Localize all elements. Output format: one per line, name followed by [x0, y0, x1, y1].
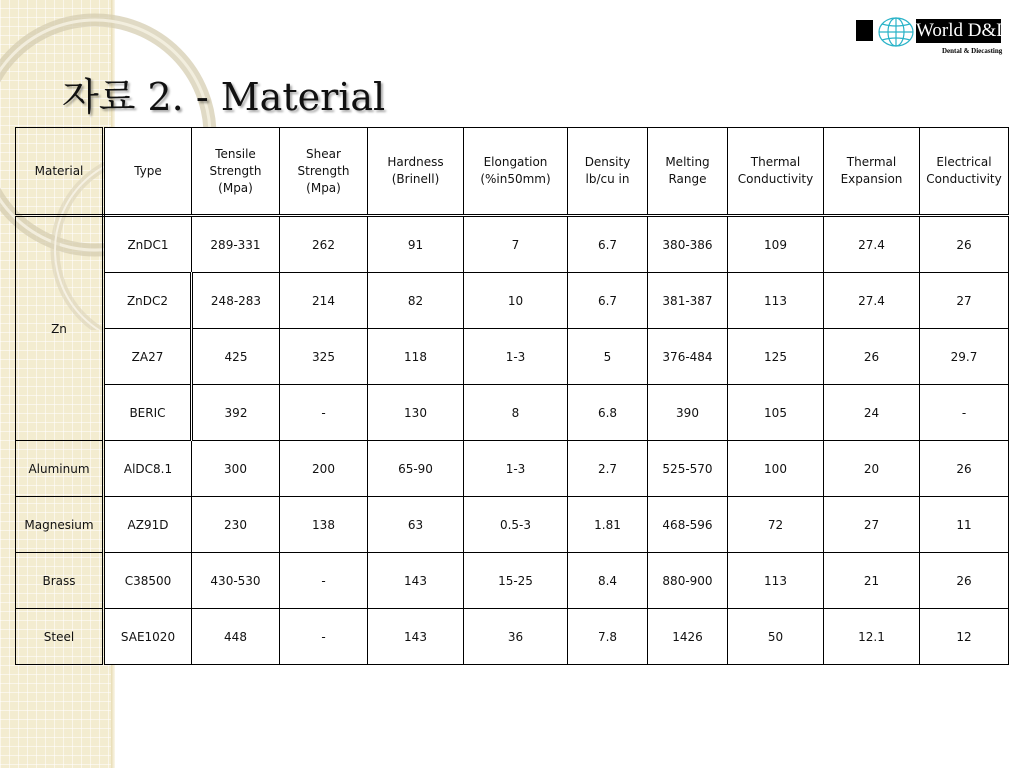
table-cell: 7.8	[568, 609, 648, 665]
header-thermal-conductivity: Thermal Conductivity	[728, 128, 824, 216]
table-cell: 230	[192, 497, 280, 553]
header-thermal-expansion: Thermal Expansion	[824, 128, 920, 216]
table-cell: 390	[648, 385, 728, 441]
header-electrical-conductivity: Electrical Conductivity	[920, 128, 1009, 216]
table-cell: 5	[568, 329, 648, 385]
header-density: Density lb/cu in	[568, 128, 648, 216]
page-title: 자료 2. - Material	[62, 75, 386, 119]
table-cell: 125	[728, 329, 824, 385]
table-cell: 262	[280, 216, 368, 273]
table-cell: -	[920, 385, 1009, 441]
table-cell: ZnDC1	[104, 216, 192, 273]
table-cell: C38500	[104, 553, 192, 609]
table-cell: 380-386	[648, 216, 728, 273]
table-cell: 26	[920, 216, 1009, 273]
table-cell: 26	[824, 329, 920, 385]
table-cell: 425	[192, 329, 280, 385]
table-cell: SAE1020	[104, 609, 192, 665]
table-cell: 2.7	[568, 441, 648, 497]
table-cell: 325	[280, 329, 368, 385]
table-cell: -	[280, 609, 368, 665]
material-cell: Steel	[16, 609, 104, 665]
table-cell: 21	[824, 553, 920, 609]
table-row	[16, 497, 1009, 553]
table-cell: 376-484	[648, 329, 728, 385]
table-cell: 113	[728, 273, 824, 329]
table-row	[16, 329, 1009, 385]
table-cell: 1-3	[464, 329, 568, 385]
header-elongation: Elongation (%in50mm)	[464, 128, 568, 216]
table-cell: 15-25	[464, 553, 568, 609]
table-cell: 143	[368, 553, 464, 609]
table-cell: 1426	[648, 609, 728, 665]
table-cell: 130	[368, 385, 464, 441]
table-cell: 392	[192, 385, 280, 441]
material-cell: Zn	[16, 216, 104, 441]
table-cell: 26	[920, 553, 1009, 609]
table-cell: 7	[464, 216, 568, 273]
material-table	[15, 127, 1009, 665]
header-melting-range: Melting Range	[648, 128, 728, 216]
table-cell: 11	[920, 497, 1009, 553]
table-cell: -	[280, 385, 368, 441]
table-cell: 29.7	[920, 329, 1009, 385]
table-cell: -	[280, 553, 368, 609]
table-row	[16, 609, 1009, 665]
table-cell: 1-3	[464, 441, 568, 497]
logo-square	[856, 20, 873, 41]
table-row	[16, 385, 1009, 441]
table-cell: 27.4	[824, 273, 920, 329]
table-row	[16, 441, 1009, 497]
table-cell: 20	[824, 441, 920, 497]
table-cell: 289-331	[192, 216, 280, 273]
table-body	[16, 216, 1009, 665]
table-cell: 27	[920, 273, 1009, 329]
table-cell: 27	[824, 497, 920, 553]
table-cell: 12	[920, 609, 1009, 665]
company-logo	[856, 16, 1010, 62]
table-cell: 6.7	[568, 216, 648, 273]
material-cell: Brass	[16, 553, 104, 609]
header-tensile-strength: Tensile Strength (Mpa)	[192, 128, 280, 216]
table-cell: 468-596	[648, 497, 728, 553]
table-cell: 0.5-3	[464, 497, 568, 553]
table-cell: 50	[728, 609, 824, 665]
table-cell: 109	[728, 216, 824, 273]
table-cell: 105	[728, 385, 824, 441]
table-cell: 82	[368, 273, 464, 329]
table-row	[16, 553, 1009, 609]
table-row	[16, 273, 1009, 329]
table-cell: 100	[728, 441, 824, 497]
table-cell: 6.8	[568, 385, 648, 441]
table-cell: 24	[824, 385, 920, 441]
table-cell: 8	[464, 385, 568, 441]
table-cell: 65-90	[368, 441, 464, 497]
table-cell: 12.1	[824, 609, 920, 665]
table-row	[16, 216, 1009, 273]
table-cell: 214	[280, 273, 368, 329]
table-cell: 91	[368, 216, 464, 273]
table-cell: 880-900	[648, 553, 728, 609]
table-cell: 8.4	[568, 553, 648, 609]
table-cell: 26	[920, 441, 1009, 497]
table-cell: BERIC	[104, 385, 192, 441]
table-cell: 200	[280, 441, 368, 497]
table-cell: 300	[192, 441, 280, 497]
table-cell: 381-387	[648, 273, 728, 329]
table-cell: ZnDC2	[104, 273, 192, 329]
table-cell: 138	[280, 497, 368, 553]
table-cell: 113	[728, 553, 824, 609]
table-cell: 63	[368, 497, 464, 553]
table-cell: 248-283	[192, 273, 280, 329]
globe-icon	[876, 16, 916, 48]
table-cell: 1.81	[568, 497, 648, 553]
table-cell: 430-530	[192, 553, 280, 609]
header-shear-strength: Shear Strength (Mpa)	[280, 128, 368, 216]
header-hardness: Hardness (Brinell)	[368, 128, 464, 216]
header-type: Type	[104, 128, 192, 216]
table-cell: 525-570	[648, 441, 728, 497]
material-cell: Aluminum	[16, 441, 104, 497]
table-cell: 36	[464, 609, 568, 665]
table-cell: AZ91D	[104, 497, 192, 553]
logo-name: World D&D	[916, 20, 1010, 41]
table-cell: 118	[368, 329, 464, 385]
table-cell: 6.7	[568, 273, 648, 329]
table-cell: 10	[464, 273, 568, 329]
table-cell: 27.4	[824, 216, 920, 273]
table-cell: 72	[728, 497, 824, 553]
table-cell: 448	[192, 609, 280, 665]
table-cell: ZA27	[104, 329, 192, 385]
material-cell: Magnesium	[16, 497, 104, 553]
logo-subtitle: Dental & Diecasting	[942, 47, 1003, 55]
table-header-row	[16, 128, 1009, 216]
table-cell: AlDC8.1	[104, 441, 192, 497]
header-material: Material	[16, 128, 104, 216]
table-cell: 143	[368, 609, 464, 665]
